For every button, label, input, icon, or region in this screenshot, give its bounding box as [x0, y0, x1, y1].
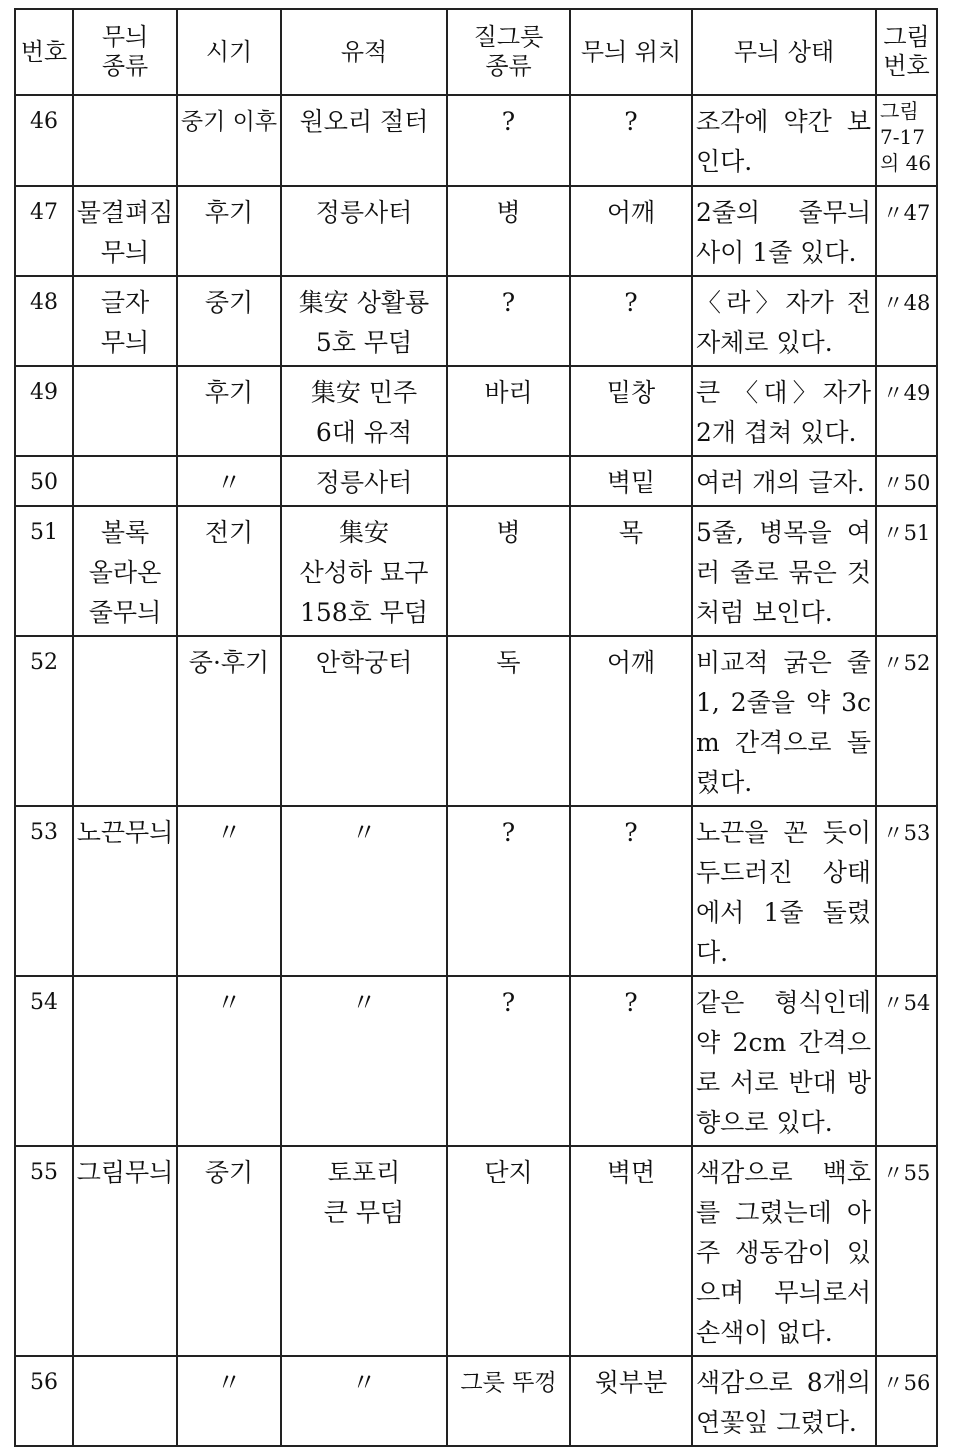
cell-pattern-state: 조각에 약간 보인다.	[692, 95, 876, 186]
cell-figure-num: 〃47	[876, 186, 937, 276]
cell-pattern-type	[73, 456, 177, 506]
cell-pottery-type: ?	[447, 276, 570, 366]
table-row	[15, 186, 937, 276]
cell-pattern-state: 비교적 굵은 줄 1, 2줄을 약 3cm 간격으로 돌렸다.	[692, 636, 876, 806]
cell-pattern-state: 2줄의 줄무늬 사이 1줄 있다.	[692, 186, 876, 276]
cell-pattern-type	[73, 1356, 177, 1446]
cell-period: 중기	[177, 1146, 281, 1356]
header-pottery-type: 질그릇 종류	[447, 9, 570, 95]
cell-pottery-type: 그릇 뚜껑	[447, 1356, 570, 1446]
cell-pattern-position: 목	[570, 506, 692, 636]
table-row	[15, 506, 937, 636]
cell-site: 〃	[281, 976, 447, 1146]
cell-pottery-type: 병	[447, 506, 570, 636]
cell-pattern-state: 노끈을 꼰 듯이 두드러진 상태에서 1줄 돌렸다.	[692, 806, 876, 976]
cell-period: 〃	[177, 806, 281, 976]
cell-num: 50	[15, 456, 73, 506]
cell-num: 48	[15, 276, 73, 366]
cell-site: 정릉사터	[281, 456, 447, 506]
table-row	[15, 976, 937, 1146]
table-row	[15, 276, 937, 366]
cell-site: 集安 산성하 묘구 158호 무덤	[281, 506, 447, 636]
cell-period: 후기	[177, 366, 281, 456]
table-row	[15, 636, 937, 806]
cell-pattern-position: 벽밑	[570, 456, 692, 506]
header-period: 시기	[177, 9, 281, 95]
cell-pattern-type: 물결펴짐 무늬	[73, 186, 177, 276]
cell-figure-num: 〃48	[876, 276, 937, 366]
header-pattern-state: 무늬 상태	[692, 9, 876, 95]
cell-pottery-type: ?	[447, 976, 570, 1146]
cell-pattern-type: 볼록 올라온 줄무늬	[73, 506, 177, 636]
table-row	[15, 366, 937, 456]
cell-pattern-type	[73, 366, 177, 456]
table-row	[15, 456, 937, 506]
cell-pottery-type: ?	[447, 806, 570, 976]
cell-pattern-type	[73, 976, 177, 1146]
cell-figure-num: 〃49	[876, 366, 937, 456]
cell-pattern-position: 어깨	[570, 636, 692, 806]
cell-num: 52	[15, 636, 73, 806]
cell-figure-num: 〃56	[876, 1356, 937, 1446]
cell-pattern-position: ?	[570, 276, 692, 366]
cell-period: 중기	[177, 276, 281, 366]
cell-site: 원오리 절터	[281, 95, 447, 186]
cell-figure-num: 그림 7-17 의 46	[876, 95, 937, 186]
document-page	[14, 8, 936, 1447]
cell-pattern-position: ?	[570, 95, 692, 186]
table-row	[15, 806, 937, 976]
cell-pattern-type: 노끈무늬	[73, 806, 177, 976]
cell-period: 후기	[177, 186, 281, 276]
cell-pattern-position: 밑창	[570, 366, 692, 456]
cell-num: 53	[15, 806, 73, 976]
cell-figure-num: 〃51	[876, 506, 937, 636]
cell-num: 46	[15, 95, 73, 186]
table-header-row	[15, 9, 937, 95]
cell-pattern-type	[73, 95, 177, 186]
cell-period: 중·후기	[177, 636, 281, 806]
cell-period: 〃	[177, 456, 281, 506]
cell-pattern-position: 벽면	[570, 1146, 692, 1356]
header-pattern-position: 무늬 위치	[570, 9, 692, 95]
cell-pottery-type: 단지	[447, 1146, 570, 1356]
cell-pottery-type: ?	[447, 95, 570, 186]
cell-pattern-position: 윗부분	[570, 1356, 692, 1446]
cell-pattern-type	[73, 636, 177, 806]
cell-pattern-position: ?	[570, 976, 692, 1146]
cell-num: 47	[15, 186, 73, 276]
cell-pattern-state: 색감으로 8개의 연꽃잎 그렸다.	[692, 1356, 876, 1446]
cell-figure-num: 〃53	[876, 806, 937, 976]
cell-figure-num: 〃55	[876, 1146, 937, 1356]
table-row	[15, 95, 937, 186]
cell-pattern-position: ?	[570, 806, 692, 976]
cell-pottery-type: 병	[447, 186, 570, 276]
cell-site: 토포리 큰 무덤	[281, 1146, 447, 1356]
cell-figure-num: 〃52	[876, 636, 937, 806]
cell-site: 集安 민주 6대 유적	[281, 366, 447, 456]
cell-num: 56	[15, 1356, 73, 1446]
cell-pattern-state: 〈라〉자가 전자체로 있다.	[692, 276, 876, 366]
cell-pattern-state: 색감으로 백호를 그렸는데 아주 생동감이 있으며 무늬로서 손색이 없다.	[692, 1146, 876, 1356]
header-pattern-type: 무늬 종류	[73, 9, 177, 95]
cell-pattern-state: 5줄, 병목을 여러 줄로 묶은 것처럼 보인다.	[692, 506, 876, 636]
cell-num: 51	[15, 506, 73, 636]
cell-period: 중기 이후	[177, 95, 281, 186]
cell-figure-num: 〃50	[876, 456, 937, 506]
cell-pattern-position: 어깨	[570, 186, 692, 276]
header-site: 유적	[281, 9, 447, 95]
cell-pattern-type: 그림무늬	[73, 1146, 177, 1356]
table-row	[15, 1146, 937, 1356]
cell-pottery-type: 바리	[447, 366, 570, 456]
pattern-table	[14, 8, 938, 1447]
cell-site: 〃	[281, 806, 447, 976]
cell-num: 49	[15, 366, 73, 456]
cell-pattern-state: 같은 형식인데 약 2cm 간격으로 서로 반대 방향으로 있다.	[692, 976, 876, 1146]
cell-num: 55	[15, 1146, 73, 1356]
cell-pattern-type: 글자 무늬	[73, 276, 177, 366]
cell-period: 전기	[177, 506, 281, 636]
cell-period: 〃	[177, 1356, 281, 1446]
cell-site: 〃	[281, 1356, 447, 1446]
cell-pottery-type: 독	[447, 636, 570, 806]
table-row	[15, 1356, 937, 1446]
cell-num: 54	[15, 976, 73, 1146]
cell-period: 〃	[177, 976, 281, 1146]
cell-site: 안학궁터	[281, 636, 447, 806]
header-figure-num: 그림 번호	[876, 9, 937, 95]
header-num: 번호	[15, 9, 73, 95]
cell-site: 정릉사터	[281, 186, 447, 276]
cell-pattern-state: 여러 개의 글자.	[692, 456, 876, 506]
cell-pottery-type	[447, 456, 570, 506]
cell-site: 集安 상활룡 5호 무덤	[281, 276, 447, 366]
cell-pattern-state: 큰 〈대〉자가 2개 겹쳐 있다.	[692, 366, 876, 456]
cell-figure-num: 〃54	[876, 976, 937, 1146]
